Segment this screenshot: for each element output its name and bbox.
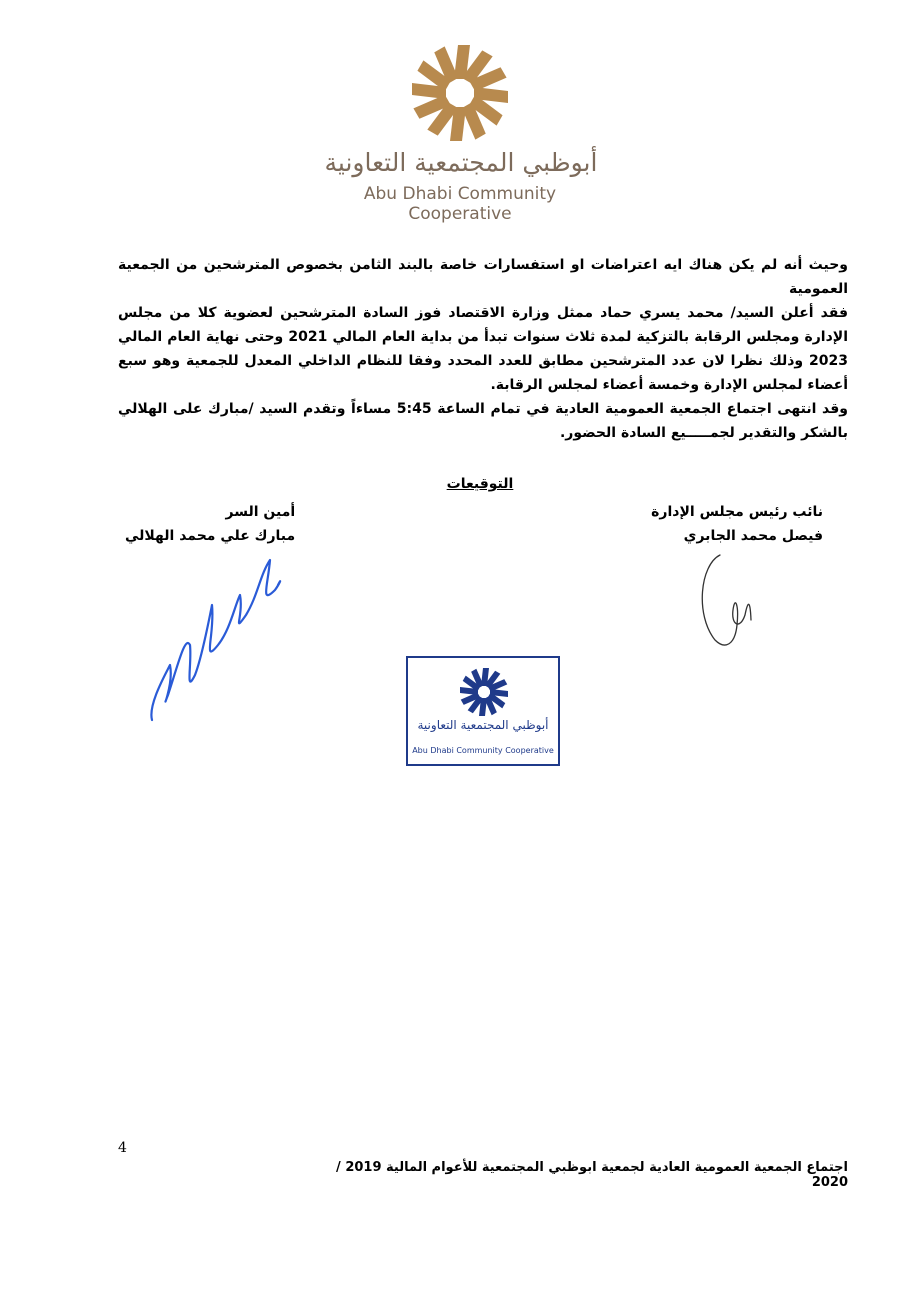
stamp-english-text: Abu Dhabi Community Cooperative — [412, 746, 554, 755]
paragraph-1: وحيث أنه لم يكن هناك ايه اعتراضات او استفسارات خاصة بالبند الثامن بخصوص المترشحين من الجمعية العمومية — [118, 257, 848, 297]
logo-arabic-text: أبوظبي المجتمعية التعاونية — [324, 148, 598, 177]
cooperative-stamp — [406, 656, 560, 766]
paragraph-2: فقد أعلن السيد/ محمد يسري حماد ممثل وزارة الاقتصاد فوز السادة المترشحين لعضوية كلا من مجلس الإدارة ومجلس الرقابة بالتزكية لمدة ثلاث سنوات تبدأ من بداية العام المالي 2021 وحتى نهاية العام المالي 2023 وذلك نظرا لان عدد المترشحين مطابق للعدد المحدد وفقا للنظام الداخلي المعدل للجمعية وهو سبع أعضاء لمجلس الإدارة وخمسة أعضاء لمجلس الرقابة. — [118, 305, 848, 393]
logo-english-text: Abu Dhabi Community Cooperative — [363, 184, 557, 224]
signatory-name: مبارك علي محمد الهلالي — [125, 528, 296, 544]
handwritten-signature-vice-chairman — [695, 545, 775, 655]
page-footer: اجتماع الجمعية العمومية العادية لجمعية ابوظبي المجتمعية للأعوام المالية 2019 / 2020 — [336, 1160, 848, 1190]
paragraph-3: وقد انتهى اجتماع الجمعية العمومية العادية في تمام الساعة 5:45 مساءاً وتقدم السيد /مبارك على الهلالي بالشكر والتقدير لجمـــــيع السادة الحضور. — [118, 401, 848, 441]
signatory-role: نائب رئيس مجلس الإدارة — [651, 504, 823, 520]
handwritten-signature-secretary — [140, 545, 290, 730]
signatory-name: فيصل محمد الجابري — [683, 528, 823, 544]
stamp-star-logo-icon — [458, 666, 510, 718]
header-logo — [300, 30, 620, 224]
stamp-arabic-text: أبوظبي المجتمعية التعاونية — [417, 718, 549, 732]
signature-block-vice-chairman — [651, 500, 823, 548]
cooperative-star-logo-icon — [405, 38, 515, 148]
signatures-title: التوقيعات — [446, 476, 514, 492]
signatory-role: أمين السر — [225, 504, 296, 520]
document-body — [118, 253, 848, 445]
signature-block-secretary — [125, 500, 295, 548]
page-number: 4 — [118, 1140, 127, 1156]
